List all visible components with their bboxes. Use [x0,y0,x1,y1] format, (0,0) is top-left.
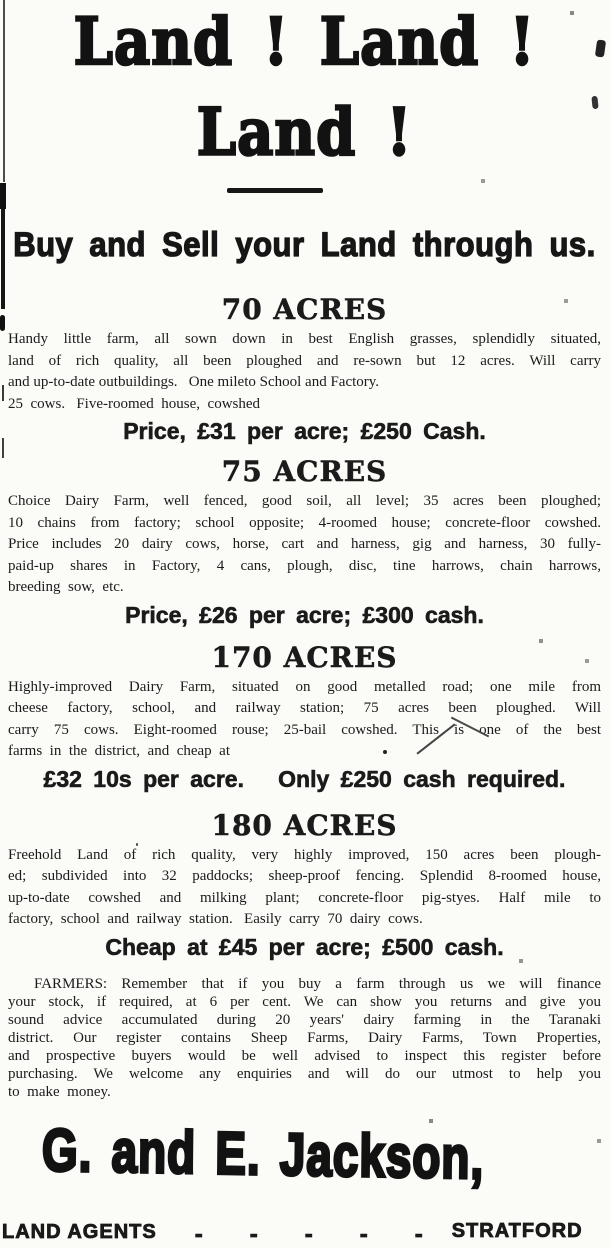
ad-title: Land ! Land ! Land ! [73,3,536,171]
listing-heading: 180 ACRES [211,808,398,842]
note-text-line: your stock, if required, at 6 per cent. We can show you returns and give you [8,993,601,1010]
note-text-line: and prospective buyers would be well advised to inspect this register before [8,1047,601,1064]
footer-role: LAND AGENTS [2,1220,157,1243]
listing-price: £32 10s per acre. Only £250 cash required. [43,765,566,792]
column-rule-artifact [2,385,4,401]
listing-section-180-acres [8,809,601,961]
title-divider-rule [227,188,323,193]
listing-price: Price, £31 per acre; £250 Cash. [123,418,486,444]
listing-price: Price, £26 per acre; £300 cash. [125,601,484,628]
listing-section-75-acres [8,455,601,629]
listing-text-line: and up-to-date outbuildings. One mileto School and Factory. [8,374,380,390]
footer-dash: - [414,1220,424,1248]
column-rule-artifact [0,315,5,331]
listing-text-line: Freehold Land of rich quality, very highly improved, 150 acres been plough- [8,846,601,863]
note-text-line: sound advice accumulated during 20 years' dairy farming in the Taranaki [8,1011,601,1028]
paper-specks-artifact [0,0,2,2]
farmers-note-paragraph [8,975,601,1101]
listing-text-line: breeding sow, etc. [8,579,124,595]
footer-dash: - [304,1220,314,1248]
listing-text-line: 25 cows. Five-roomed house, cowshed [8,395,261,412]
listing-text-line: Handy little farm, all sown down in best English grasses, splendidly situated, [8,331,601,347]
column-rule-artifact [2,438,4,458]
listing-description [8,329,601,415]
listing-text-line: factory, school and railway station. Easily carry 70 dairy cows. [8,911,423,927]
note-text-line: FARMERS: Remember that if you buy a farm through us we will finance [34,975,601,992]
listing-heading: 75 ACRES [221,455,388,488]
footer-dash: - [194,1220,204,1248]
listing-text-line: up-to-date cowshed and milking plant; concrete-floor pig-styes. Half mile to [8,889,601,906]
column-rule-artifact [1,209,5,309]
listing-heading: 70 ACRES [221,293,388,326]
footer-dash: - [249,1220,259,1248]
ink-dot-artifact [383,750,387,754]
listing-text-line: land of rich quality, all been ploughed and re-sown but 12 acres. Will carry [8,352,601,369]
listing-section-70-acres [8,293,601,445]
note-text-line: district. Our register contains Sheep Farms, Dairy Farms, Town Properties, [8,1029,601,1046]
note-text-line: purchasing. We welcome any enquiries and will do our utmost to help you [8,1065,601,1082]
listing-text-line: Price includes 20 dairy cows, horse, cart and harness, gig and harness, 30 fully- [8,536,601,552]
farmers-note [8,975,601,1101]
listing-description [8,491,601,599]
footer-dash-row [194,1220,424,1248]
listing-text-line: cheese factory, school, and railway station; 75 acres been ploughed. Will [8,700,601,716]
footer-line [2,1219,601,1248]
listing-text-line: carry 75 cows. Eight-roomed rouse; 25-bail cowshed. This is one of the best [8,721,601,738]
footer-dash: - [359,1220,369,1248]
listing-description [8,845,601,931]
listing-text-line: 10 chains from factory; school opposite; 4-roomed house; concrete-floor cowshed. [8,514,601,531]
ink-dot-artifact [136,843,138,846]
footer-location: STRATFORD [451,1219,583,1242]
listing-price: Cheap at £45 per acre; £500 cash. [105,933,504,960]
ad-subtitle: Buy and Sell your Land through us. [13,224,596,265]
listing-text-line: Choice Dairy Farm, well fenced, good soil, all level; 35 acres been ploughed; [8,493,601,509]
listing-section-170-acres [8,641,601,793]
listing-text-line: Highly-improved Dairy Farm, situated on good metalled road; one mile from [8,678,601,695]
listing-description [8,677,601,763]
note-text-line: to make money. [8,1083,111,1100]
column-rule-artifact [0,183,6,209]
listing-heading: 170 ACRES [211,640,398,674]
listing-text-line: farms in the district, and cheap at [8,743,231,759]
column-rule-artifact [3,0,5,182]
listing-text-line: paid-up shares in Factory, 4 cans, plough, disc, tine harrows, chain harrows, [8,557,601,574]
advertiser-name: G. and E. Jackson, [41,1115,485,1192]
listing-text-line: ed; subdivided into 32 paddocks; sheep-proof fencing. Splendid 8-roomed house, [8,868,601,884]
